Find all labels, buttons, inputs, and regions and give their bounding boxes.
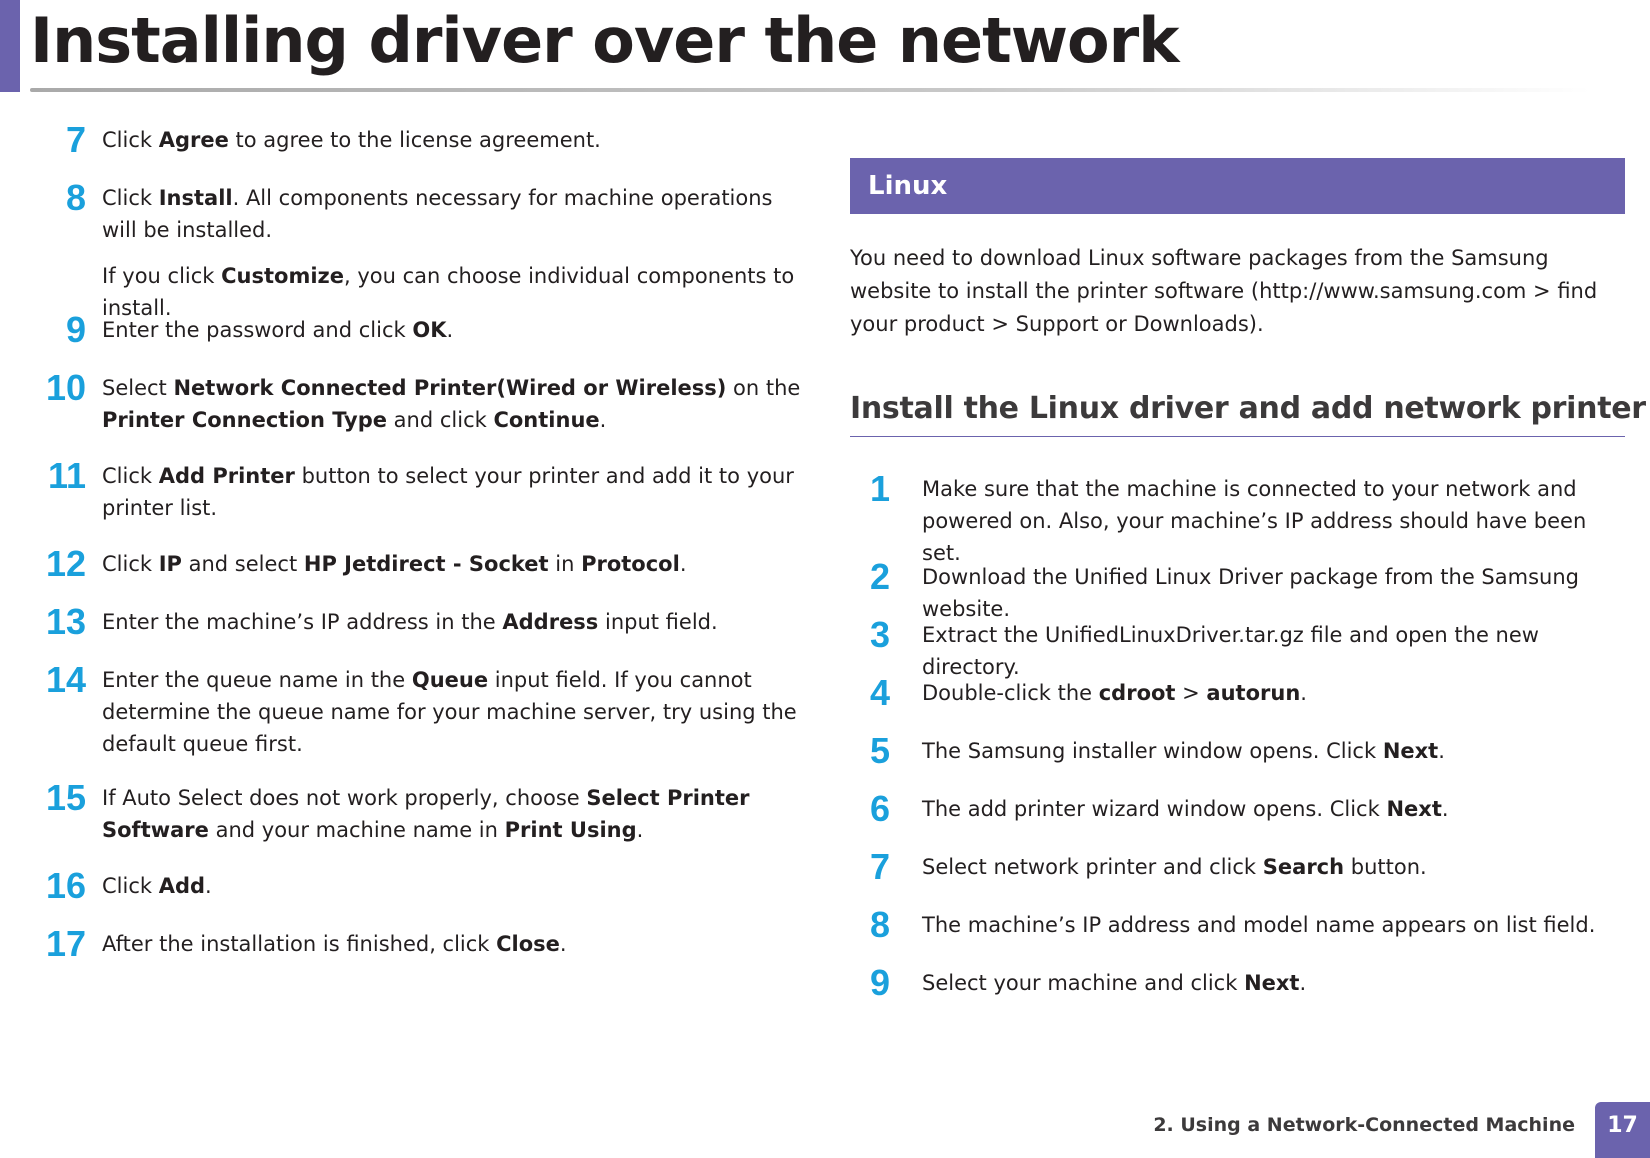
step-number: 15 — [45, 777, 86, 818]
linux-section-banner: Linux — [850, 158, 1625, 214]
install-step — [30, 600, 810, 642]
step-text-segment: Select network printer and click — [922, 855, 1263, 879]
step-text-segment: Click — [102, 874, 159, 898]
ui-term: Continue — [493, 408, 600, 432]
ui-term: Address — [502, 610, 599, 634]
step-number: 14 — [45, 659, 86, 700]
step-text-segment: Click — [102, 464, 159, 488]
step-text-segment: Select — [102, 376, 174, 400]
ui-term: Next — [1244, 971, 1300, 995]
step-text-segment: input field. — [598, 610, 718, 634]
step-text-segment: Click — [102, 128, 159, 152]
install-step — [30, 118, 810, 160]
step-text-segment: , you can choose individual components to install. — [102, 264, 795, 320]
step-text-segment: Select your machine and click — [922, 971, 1245, 995]
step-text — [922, 851, 1625, 883]
step-text — [102, 314, 810, 346]
step-text-segment: . — [559, 932, 567, 956]
step-text-segment: Enter the machine’s IP address in the — [102, 610, 503, 634]
step-text — [102, 606, 810, 638]
step-text-segment: . — [679, 552, 687, 576]
step-number: 12 — [45, 543, 86, 584]
step-text-segment: on the — [726, 376, 801, 400]
step-text-segment: Enter the queue name in the — [102, 668, 412, 692]
step-text — [102, 124, 810, 156]
step-number: 8 — [65, 177, 86, 218]
ui-term: Close — [496, 932, 560, 956]
step-text — [102, 782, 810, 846]
step-text — [102, 928, 810, 960]
step-text-segment: . — [205, 874, 212, 898]
title-rule — [30, 88, 1590, 92]
page-title: Installing driver over the network — [30, 4, 1179, 77]
step-text-segment: After the installation is finished, click — [102, 932, 497, 956]
step-text-segment: . — [1438, 739, 1445, 763]
linux-step — [850, 729, 1625, 771]
step-number: 2 — [869, 556, 890, 597]
step-number: 9 — [869, 962, 890, 1003]
step-number: 4 — [869, 672, 890, 713]
step-text-segment: Double-click the — [922, 681, 1099, 705]
ui-term: autorun — [1206, 681, 1301, 705]
ui-term: Next — [1386, 797, 1442, 821]
step-text-segment: If you click — [102, 264, 222, 288]
step-text-segment: input field. If you cannot determine the queue name for your machine server, try using the default queue first. — [102, 668, 797, 756]
step-text-segment: . — [1441, 797, 1449, 821]
step-number: 11 — [47, 455, 86, 496]
step-text-segment: and select — [181, 552, 304, 576]
step-text-segment: Make sure that the machine is connected to your network and powered on. Also, your machine’s IP address should have been set. — [922, 477, 1587, 565]
ui-term: cdroot — [1098, 681, 1176, 705]
step-number: 8 — [869, 904, 890, 945]
step-text-segment: Click — [102, 186, 159, 210]
linux-step — [850, 903, 1625, 945]
step-number: 17 — [45, 923, 86, 964]
step-text-segment: . — [1299, 971, 1307, 995]
right-column — [850, 158, 1646, 1007]
install-step — [30, 176, 810, 324]
step-text-segment: . — [636, 818, 644, 842]
linux-step — [850, 467, 1625, 569]
step-text — [102, 664, 810, 760]
ui-term: Agree — [158, 128, 229, 152]
ui-term: Add Printer — [158, 464, 295, 488]
linux-step — [850, 671, 1625, 713]
install-step — [30, 308, 810, 350]
ui-term: Print Using — [504, 818, 637, 842]
step-text-segment: . — [446, 318, 454, 342]
step-number: 16 — [45, 865, 86, 906]
linux-step — [850, 787, 1625, 829]
step-text-segment: If Auto Select does not work properly, choose — [102, 786, 587, 810]
step-number: 1 — [869, 468, 890, 509]
ui-term: IP — [158, 552, 182, 576]
step-text-segment: . — [1300, 681, 1307, 705]
step-text-segment: in — [548, 552, 582, 576]
step-text-segment: Download the Unified Linux Driver package from the Samsung website. — [922, 565, 1579, 621]
ui-term: Network Connected Printer(Wired or Wireless) — [173, 376, 727, 400]
footer-section-label: 2. Using a Network-Connected Machine — [1153, 1114, 1575, 1136]
step-text — [922, 677, 1625, 709]
step-text-segment: . All components necessary for machine operations will be installed. — [102, 186, 773, 242]
step-text-segment: The add printer wizard window opens. Click — [922, 797, 1387, 821]
step-text-segment: . — [599, 408, 607, 432]
linux-subheading: Install the Linux driver and add network printer — [850, 391, 1625, 437]
ui-term: Printer Connection Type — [102, 408, 387, 432]
step-text-segment: Click — [102, 552, 159, 576]
ui-term: Next — [1382, 739, 1439, 763]
step-text — [102, 870, 810, 902]
linux-intro-paragraph: You need to download Linux software packages from the Samsung website to install the printer software (http://www.samsung.com > find your product > Support or Downloads). — [850, 246, 1598, 336]
step-text — [102, 182, 810, 246]
ui-term: Add — [158, 874, 206, 898]
step-number: 7 — [869, 846, 890, 887]
linux-step — [850, 961, 1625, 1003]
linux-steps-list — [850, 467, 1625, 1007]
step-number: 6 — [869, 788, 890, 829]
step-text-segment: and your machine name in — [208, 818, 505, 842]
step-text — [922, 909, 1625, 941]
step-text — [102, 548, 810, 580]
step-number: 10 — [45, 367, 86, 408]
install-step — [30, 658, 810, 760]
install-step — [30, 366, 810, 436]
title-accent-bar — [0, 0, 20, 92]
ui-term: Select Printer Software — [102, 786, 750, 842]
step-text — [102, 460, 810, 524]
ui-term: HP Jetdirect - Socket — [303, 552, 549, 576]
step-text-segment: Enter the password and click — [102, 318, 413, 342]
step-text — [102, 372, 810, 436]
step-text-segment: > — [1175, 681, 1207, 705]
install-step — [30, 542, 810, 584]
linux-step — [850, 845, 1625, 887]
ui-term: Queue — [411, 668, 489, 692]
page-number: 17 — [1595, 1102, 1650, 1158]
ui-term: OK — [412, 318, 447, 342]
step-text-segment: button. — [1344, 855, 1427, 879]
install-step — [30, 864, 810, 906]
ui-term: Protocol — [581, 552, 680, 576]
step-text-segment: The Samsung installer window opens. Click — [922, 739, 1383, 763]
step-text-segment: and click — [387, 408, 494, 432]
install-step — [30, 922, 810, 964]
step-text — [922, 967, 1625, 999]
step-number: 3 — [869, 614, 890, 655]
step-number: 9 — [65, 309, 86, 350]
step-text — [922, 793, 1625, 825]
step-text-segment: button to select your printer and add it to your printer list. — [102, 464, 794, 520]
step-text-segment: to agree to the license agreement. — [228, 128, 601, 152]
step-text-segment: Extract the UnifiedLinuxDriver.tar.gz file and open the new directory. — [922, 623, 1539, 679]
install-step — [30, 454, 810, 524]
step-number: 5 — [869, 730, 890, 771]
install-step — [30, 776, 810, 846]
step-text — [922, 735, 1625, 767]
ui-term: Install — [158, 186, 233, 210]
step-number: 13 — [45, 601, 86, 642]
step-text-segment: The machine’s IP address and model name appears on list field. — [922, 913, 1596, 937]
ui-term: Customize — [221, 264, 344, 288]
step-number: 7 — [65, 119, 86, 160]
ui-term: Search — [1262, 855, 1345, 879]
